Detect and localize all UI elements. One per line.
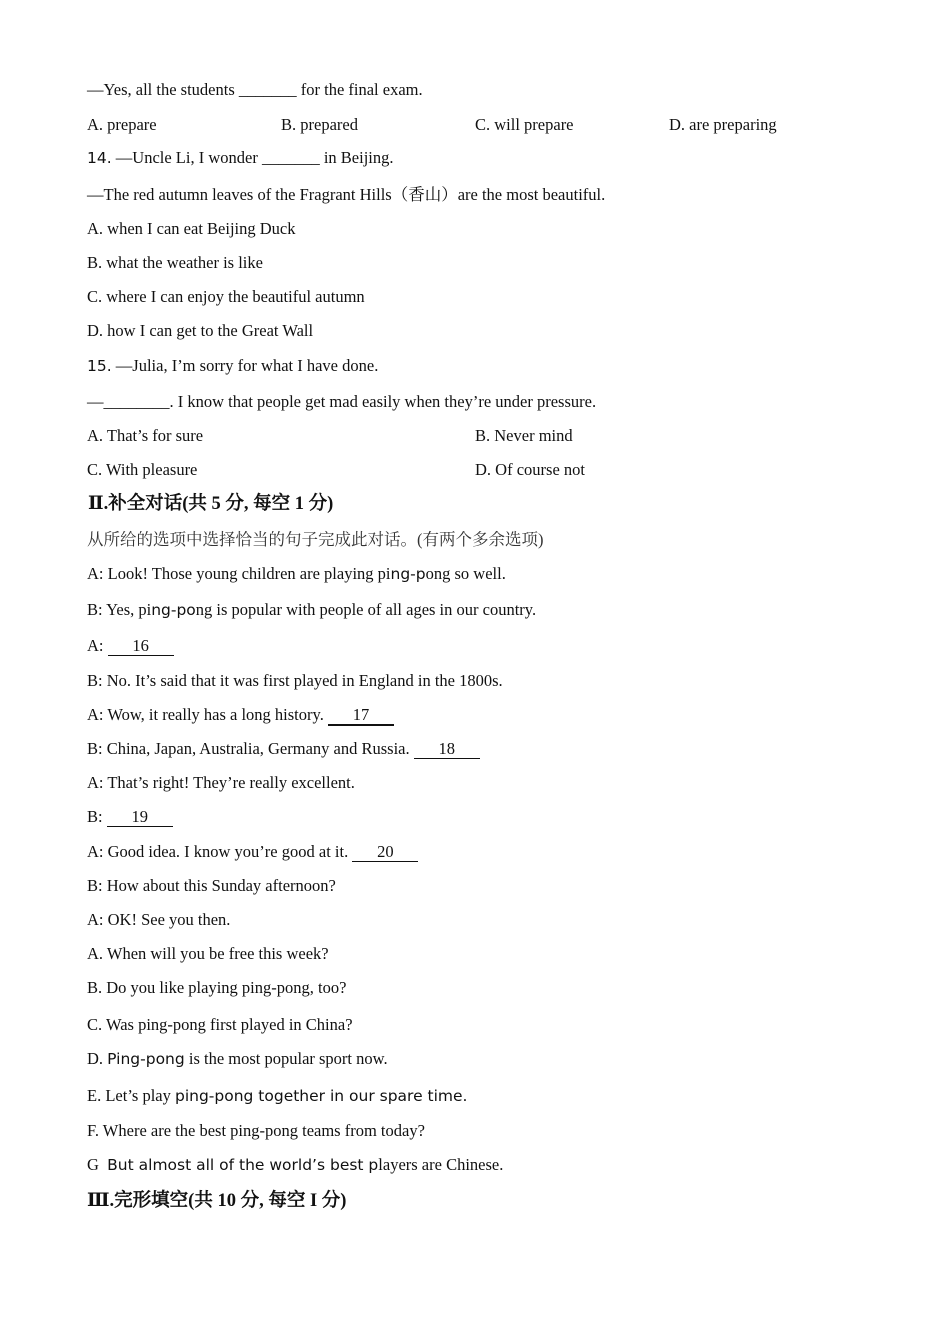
dialogue-line-3	[87, 636, 174, 656]
dialogue-line-1-part-a: A: Look! Those young children are playing pi	[87, 564, 391, 583]
blank-17: 17	[328, 706, 394, 726]
q13-option-a: A. prepare	[87, 115, 157, 134]
q15-option-b: B. Never mind	[475, 426, 573, 445]
dialogue-line-2-part-a: B: Yes, pi	[87, 600, 152, 619]
q14-reply: —The red autumn leaves of the Fragrant Hills（香山）are the most beautiful.	[87, 185, 606, 204]
q15-question: —Julia, I’m sorry for what I have done.	[115, 356, 379, 375]
dialogue-line-4: B: No. It’s said that it was first played in England in the 1800s.	[87, 671, 503, 690]
dialogue-line-5-text: A: Wow, it really has a long history.	[87, 705, 324, 724]
dialogue-line-8	[87, 807, 173, 827]
choice-g-letter: G	[87, 1155, 99, 1174]
q15-number: 15.	[87, 357, 112, 375]
q15-reply: —________. I know that people get mad easily when they’re under pressure.	[87, 392, 597, 411]
choice-f: F. Where are the best ping-pong teams from today?	[87, 1121, 425, 1140]
blank-20: 20	[352, 843, 418, 862]
q13-option-c: C. will prepare	[475, 115, 574, 134]
q14-question: —Uncle Li, I wonder _______ in Beijing.	[115, 148, 394, 167]
choice-d-letter: D.	[87, 1049, 108, 1068]
blank-16: 16	[108, 637, 174, 656]
dialogue-line-2	[87, 600, 536, 620]
q14-option-c: C. where I can enjoy the beautiful autumn	[87, 287, 365, 306]
choice-d-rest: is the most popular sport now.	[184, 1049, 388, 1068]
section2-title: Ⅱ.补全对话(共 5 分, 每空 1 分)	[88, 494, 334, 514]
q15-option-c: C. With pleasure	[87, 460, 198, 479]
choice-d	[87, 1049, 388, 1069]
choice-d-keyword: Ping-pong	[107, 1050, 185, 1068]
dialogue-line-3-speaker: A:	[87, 636, 104, 655]
blank-19: 19	[107, 808, 173, 827]
q14-option-b: B. what the weather is like	[87, 253, 263, 272]
choice-e-rest: ping-pong together in our spare time.	[174, 1087, 468, 1105]
q15-question-line	[87, 356, 378, 376]
section2-instruction: 从所给的选项中选择恰当的句子完成此对话。(有两个多余选项)	[87, 530, 544, 549]
q13-option-b: B. prepared	[281, 115, 358, 134]
q15-option-a: A. That’s for sure	[87, 426, 204, 445]
dialogue-line-5	[87, 705, 394, 726]
choice-g-lead: But almost all of the world’s best p	[107, 1156, 379, 1174]
dialogue-line-6	[87, 739, 480, 759]
blank-18: 18	[414, 740, 480, 759]
dialogue-line-9-text: A: Good idea. I know you’re good at it.	[87, 842, 349, 861]
choice-c: C. Was ping-pong first played in China?	[87, 1015, 353, 1034]
dialogue-line-10: B: How about this Sunday afternoon?	[87, 876, 336, 895]
q14-number: 14.	[87, 149, 112, 167]
dialogue-line-9	[87, 842, 418, 862]
dialogue-line-6-text: B: China, Japan, Australia, Germany and Russia.	[87, 739, 410, 758]
dialogue-line-2-part-c: ng is popular with people of all ages in our country.	[195, 600, 537, 619]
q14-option-d: D. how I can get to the Great Wall	[87, 321, 314, 340]
dialogue-line-2-part-b: ng-po	[151, 601, 196, 619]
choice-g-rest: layers are Chinese.	[378, 1155, 504, 1174]
q13-answer-line: —Yes, all the students _______ for the final exam.	[87, 80, 423, 99]
q15-option-d: D. Of course not	[475, 460, 585, 479]
dialogue-line-1	[87, 564, 506, 584]
dialogue-line-7: A: That’s right! They’re really excellent.	[87, 773, 355, 792]
dialogue-line-11: A: OK! See you then.	[87, 910, 231, 929]
choice-e-lead: E. Let’s play	[87, 1086, 175, 1105]
q13-option-d: D. are preparing	[669, 115, 777, 134]
dialogue-line-8-speaker: B:	[87, 807, 103, 826]
dialogue-line-1-part-c: ong so well.	[425, 564, 506, 583]
dialogue-line-1-part-b: ng-p	[390, 565, 426, 583]
choice-a: A. When will you be free this week?	[87, 944, 329, 963]
choice-b: B. Do you like playing ping-pong, too?	[87, 978, 347, 997]
choice-g	[87, 1155, 503, 1175]
q14-question-line	[87, 148, 394, 168]
choice-e	[87, 1086, 468, 1106]
section3-title: Ⅲ.完形填空(共 10 分, 每空 I 分)	[87, 1191, 347, 1211]
q14-option-a: A. when I can eat Beijing Duck	[87, 219, 296, 238]
